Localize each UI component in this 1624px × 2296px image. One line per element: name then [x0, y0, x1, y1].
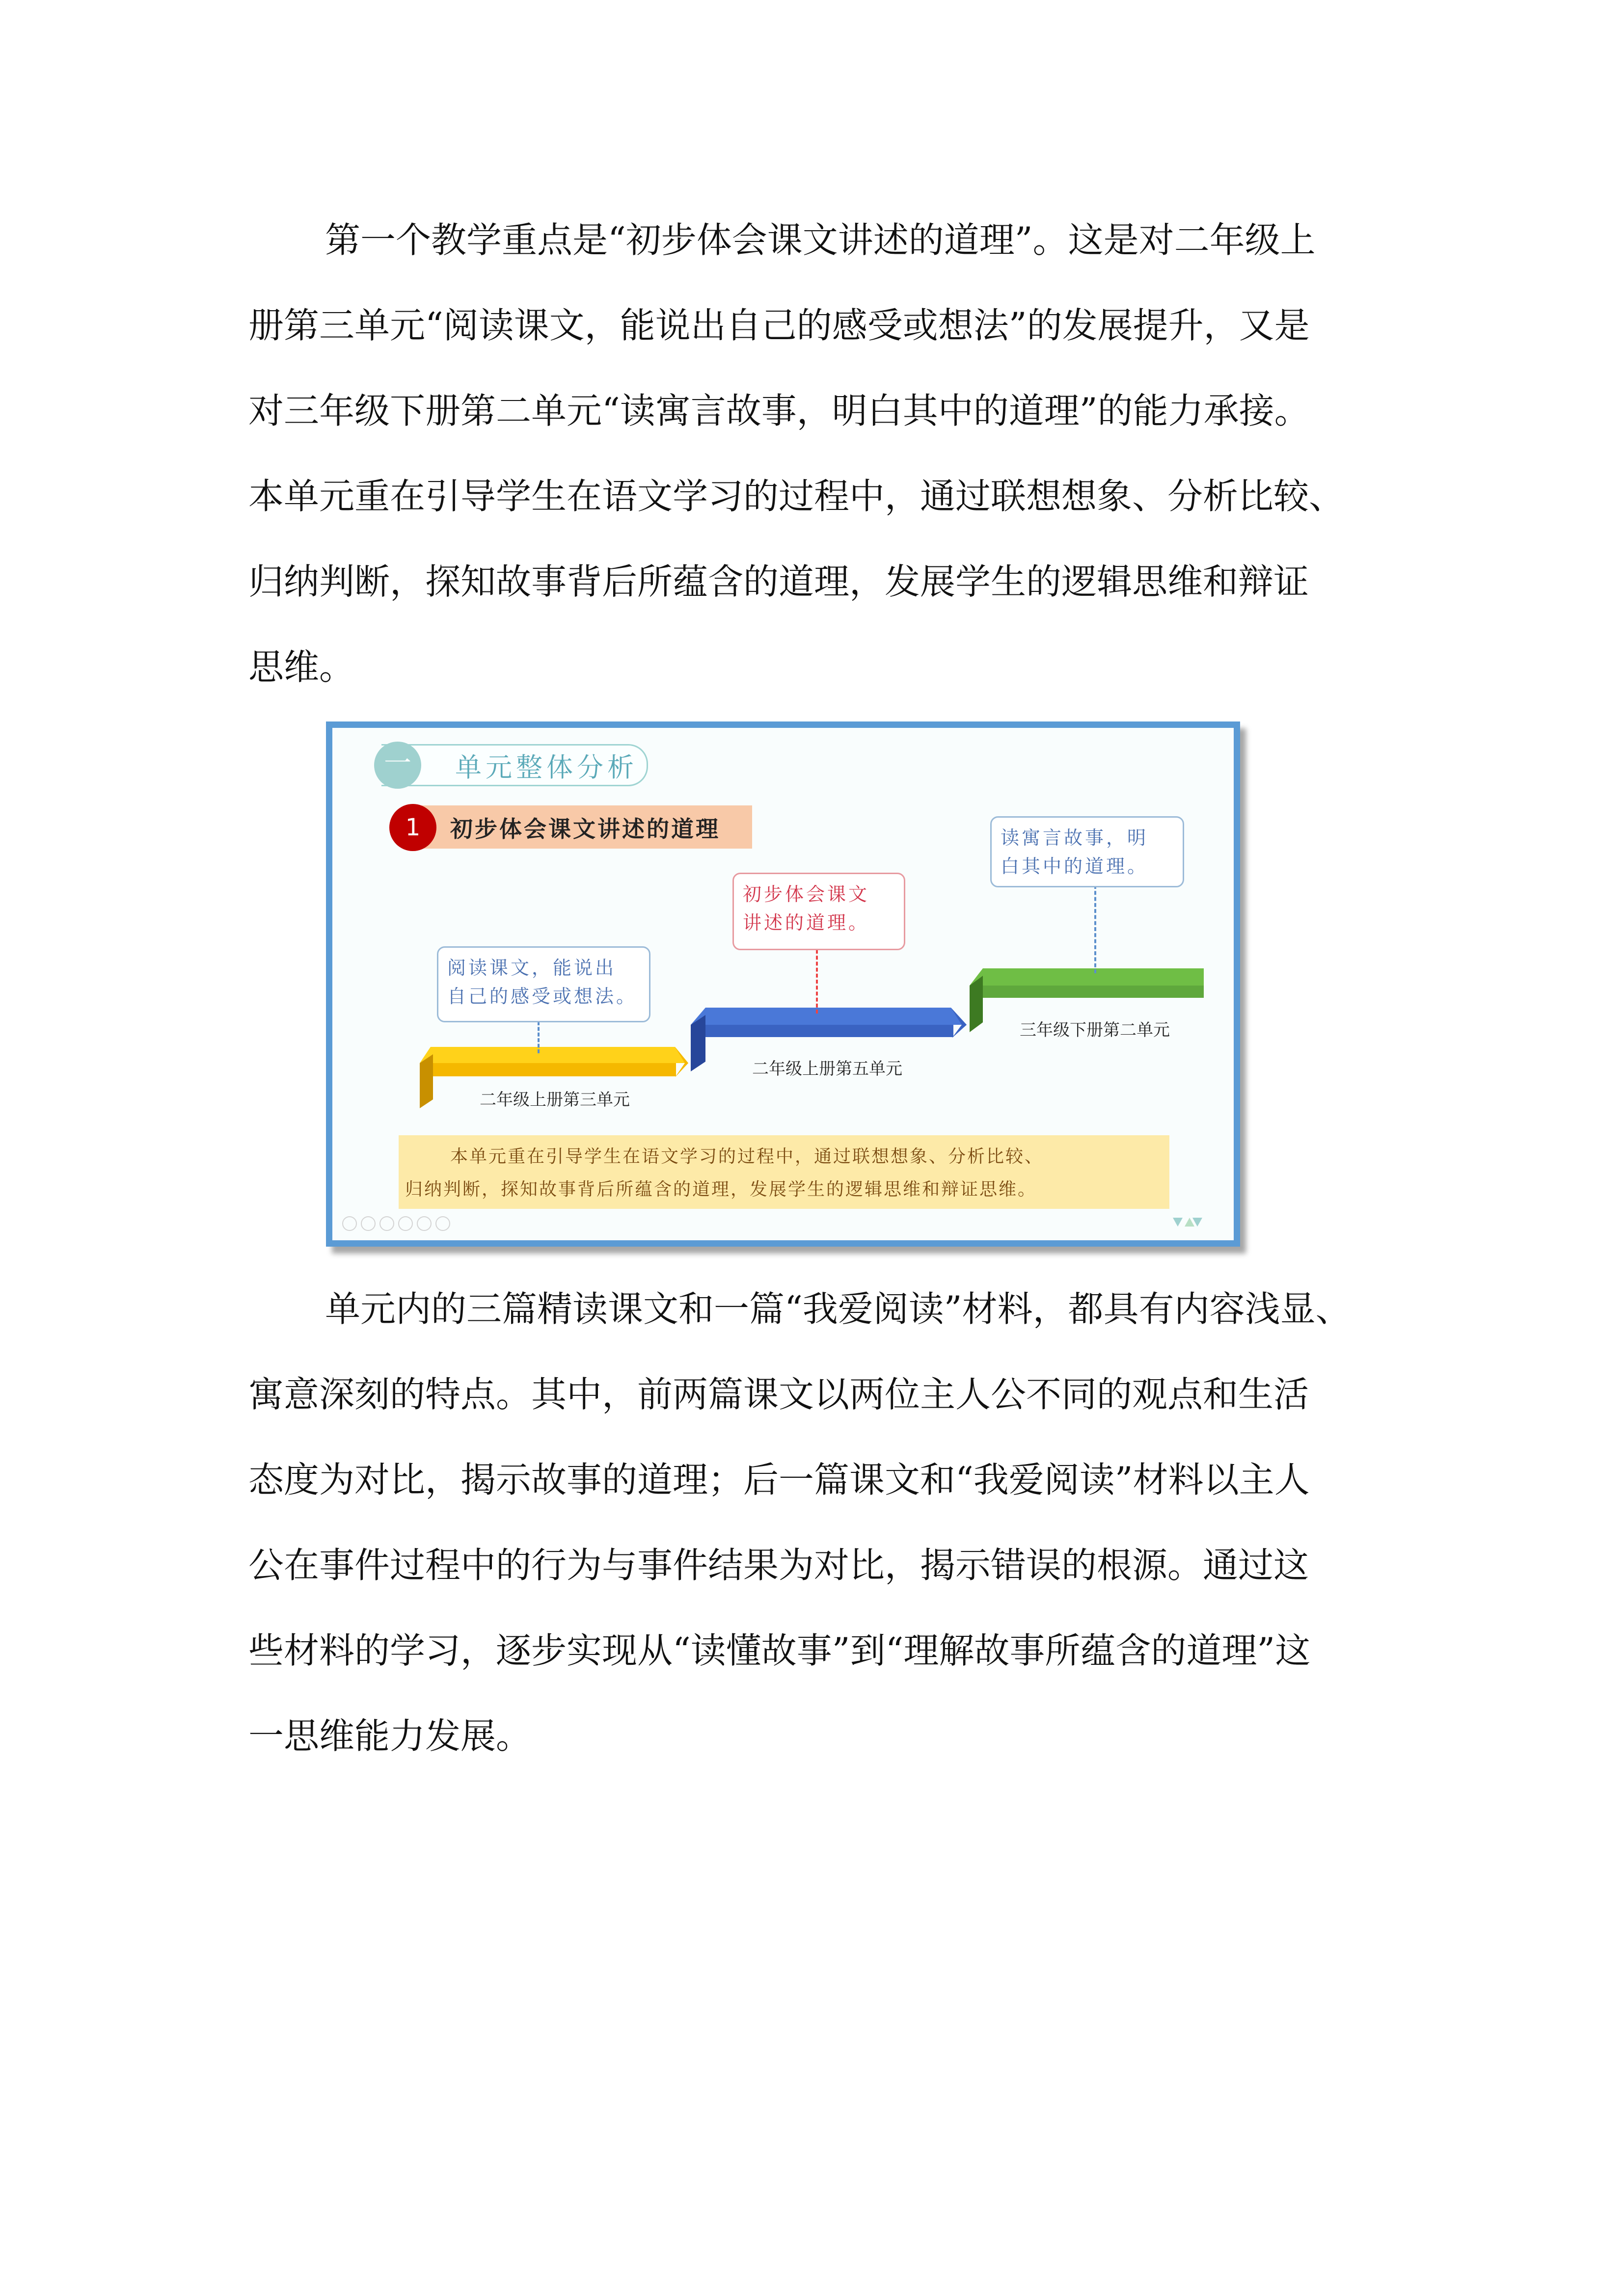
- summary-line: 归纳判断，探知故事背后所蕴含的道理，发展学生的逻辑思维和辩证思维。: [405, 1179, 1037, 1200]
- step-3-top: [970, 968, 1204, 986]
- topic-number: 1: [405, 814, 421, 841]
- callout-step-1: 阅读课文，能说出 自己的感受或想法。: [437, 946, 650, 1022]
- step-2-top: [691, 1008, 967, 1025]
- connector-line-1: [538, 1021, 540, 1053]
- text-line: 一思维能力发展。: [248, 1715, 532, 1757]
- text-line: 寓意深刻的特点。其中，前两篇课文以两位主人公不同的观点和生活: [248, 1374, 1309, 1415]
- connector-line-3: [1094, 885, 1096, 973]
- step-3-side: [970, 976, 983, 1032]
- step-1-top: [420, 1047, 688, 1063]
- callout-step-3: 读寓言故事，明 白其中的道理。: [990, 816, 1184, 887]
- text-line: 册第三单元“阅读课文，能说出自己的感受或想法”的发展提升，又是: [248, 305, 1310, 346]
- text-line: 本单元重在引导学生在语文学习的过程中，通过联想想象、分析比较、: [248, 476, 1345, 517]
- summary-line: 本单元重在引导学生在语文学习的过程中，通过联想想象、分析比较、: [450, 1147, 1044, 1167]
- text-line: 态度为对比，揭示故事的道理；后一篇课文和“我爱阅读”材料以主人: [248, 1459, 1310, 1500]
- pen-icon[interactable]: [379, 1216, 394, 1231]
- section-number: 一: [384, 748, 411, 779]
- unit-analysis-slide: [326, 721, 1240, 1247]
- zoom-icon[interactable]: [417, 1216, 432, 1231]
- paragraph-1: [248, 197, 1392, 710]
- step-2-face: [691, 1025, 953, 1037]
- connector-line-2: [816, 950, 818, 1014]
- step-2-label: 二年级上册第五单元: [752, 1059, 902, 1079]
- step-2-side: [691, 1015, 705, 1071]
- step-1-face: [420, 1063, 676, 1076]
- next-icon[interactable]: [361, 1216, 376, 1231]
- minus-icon[interactable]: [435, 1216, 450, 1231]
- step-1-side: [420, 1054, 433, 1108]
- paragraph-2: [248, 1266, 1392, 1779]
- step-3-face: [970, 986, 1204, 998]
- text-line: 归纳判断，探知故事背后所蕴含的道理，发展学生的逻辑思维和辩证: [248, 561, 1309, 602]
- text-line: 思维。: [248, 646, 355, 688]
- text-line: 对三年级下册第二单元“读寓言故事，明白其中的道理”的能力承接。: [248, 390, 1310, 431]
- step-3-label: 三年级下册第二单元: [1020, 1020, 1170, 1040]
- copy-icon[interactable]: [398, 1216, 413, 1231]
- section-title: 单元整体分析: [455, 752, 638, 783]
- topic-title: 初步体会课文讲述的道理: [450, 816, 720, 842]
- triangle-decoration-icon: [1173, 1214, 1202, 1228]
- text-line: 第一个教学重点是“初步体会课文讲述的道理”。这是对二年级上: [325, 219, 1316, 261]
- prev-icon[interactable]: [342, 1216, 357, 1231]
- step-1-label: 二年级上册第三单元: [480, 1090, 630, 1110]
- text-line: 单元内的三篇精读课文和一篇“我爱阅读”材料，都具有内容浅显、: [325, 1288, 1351, 1330]
- text-line: 公在事件过程中的行为与事件结果为对比，揭示错误的根源。通过这: [248, 1545, 1309, 1586]
- text-line: 些材料的学习，逐步实现从“读懂故事”到“理解故事所蕴含的道理”这: [248, 1630, 1311, 1671]
- callout-step-2: 初步体会课文 讲述的道理。: [732, 873, 905, 950]
